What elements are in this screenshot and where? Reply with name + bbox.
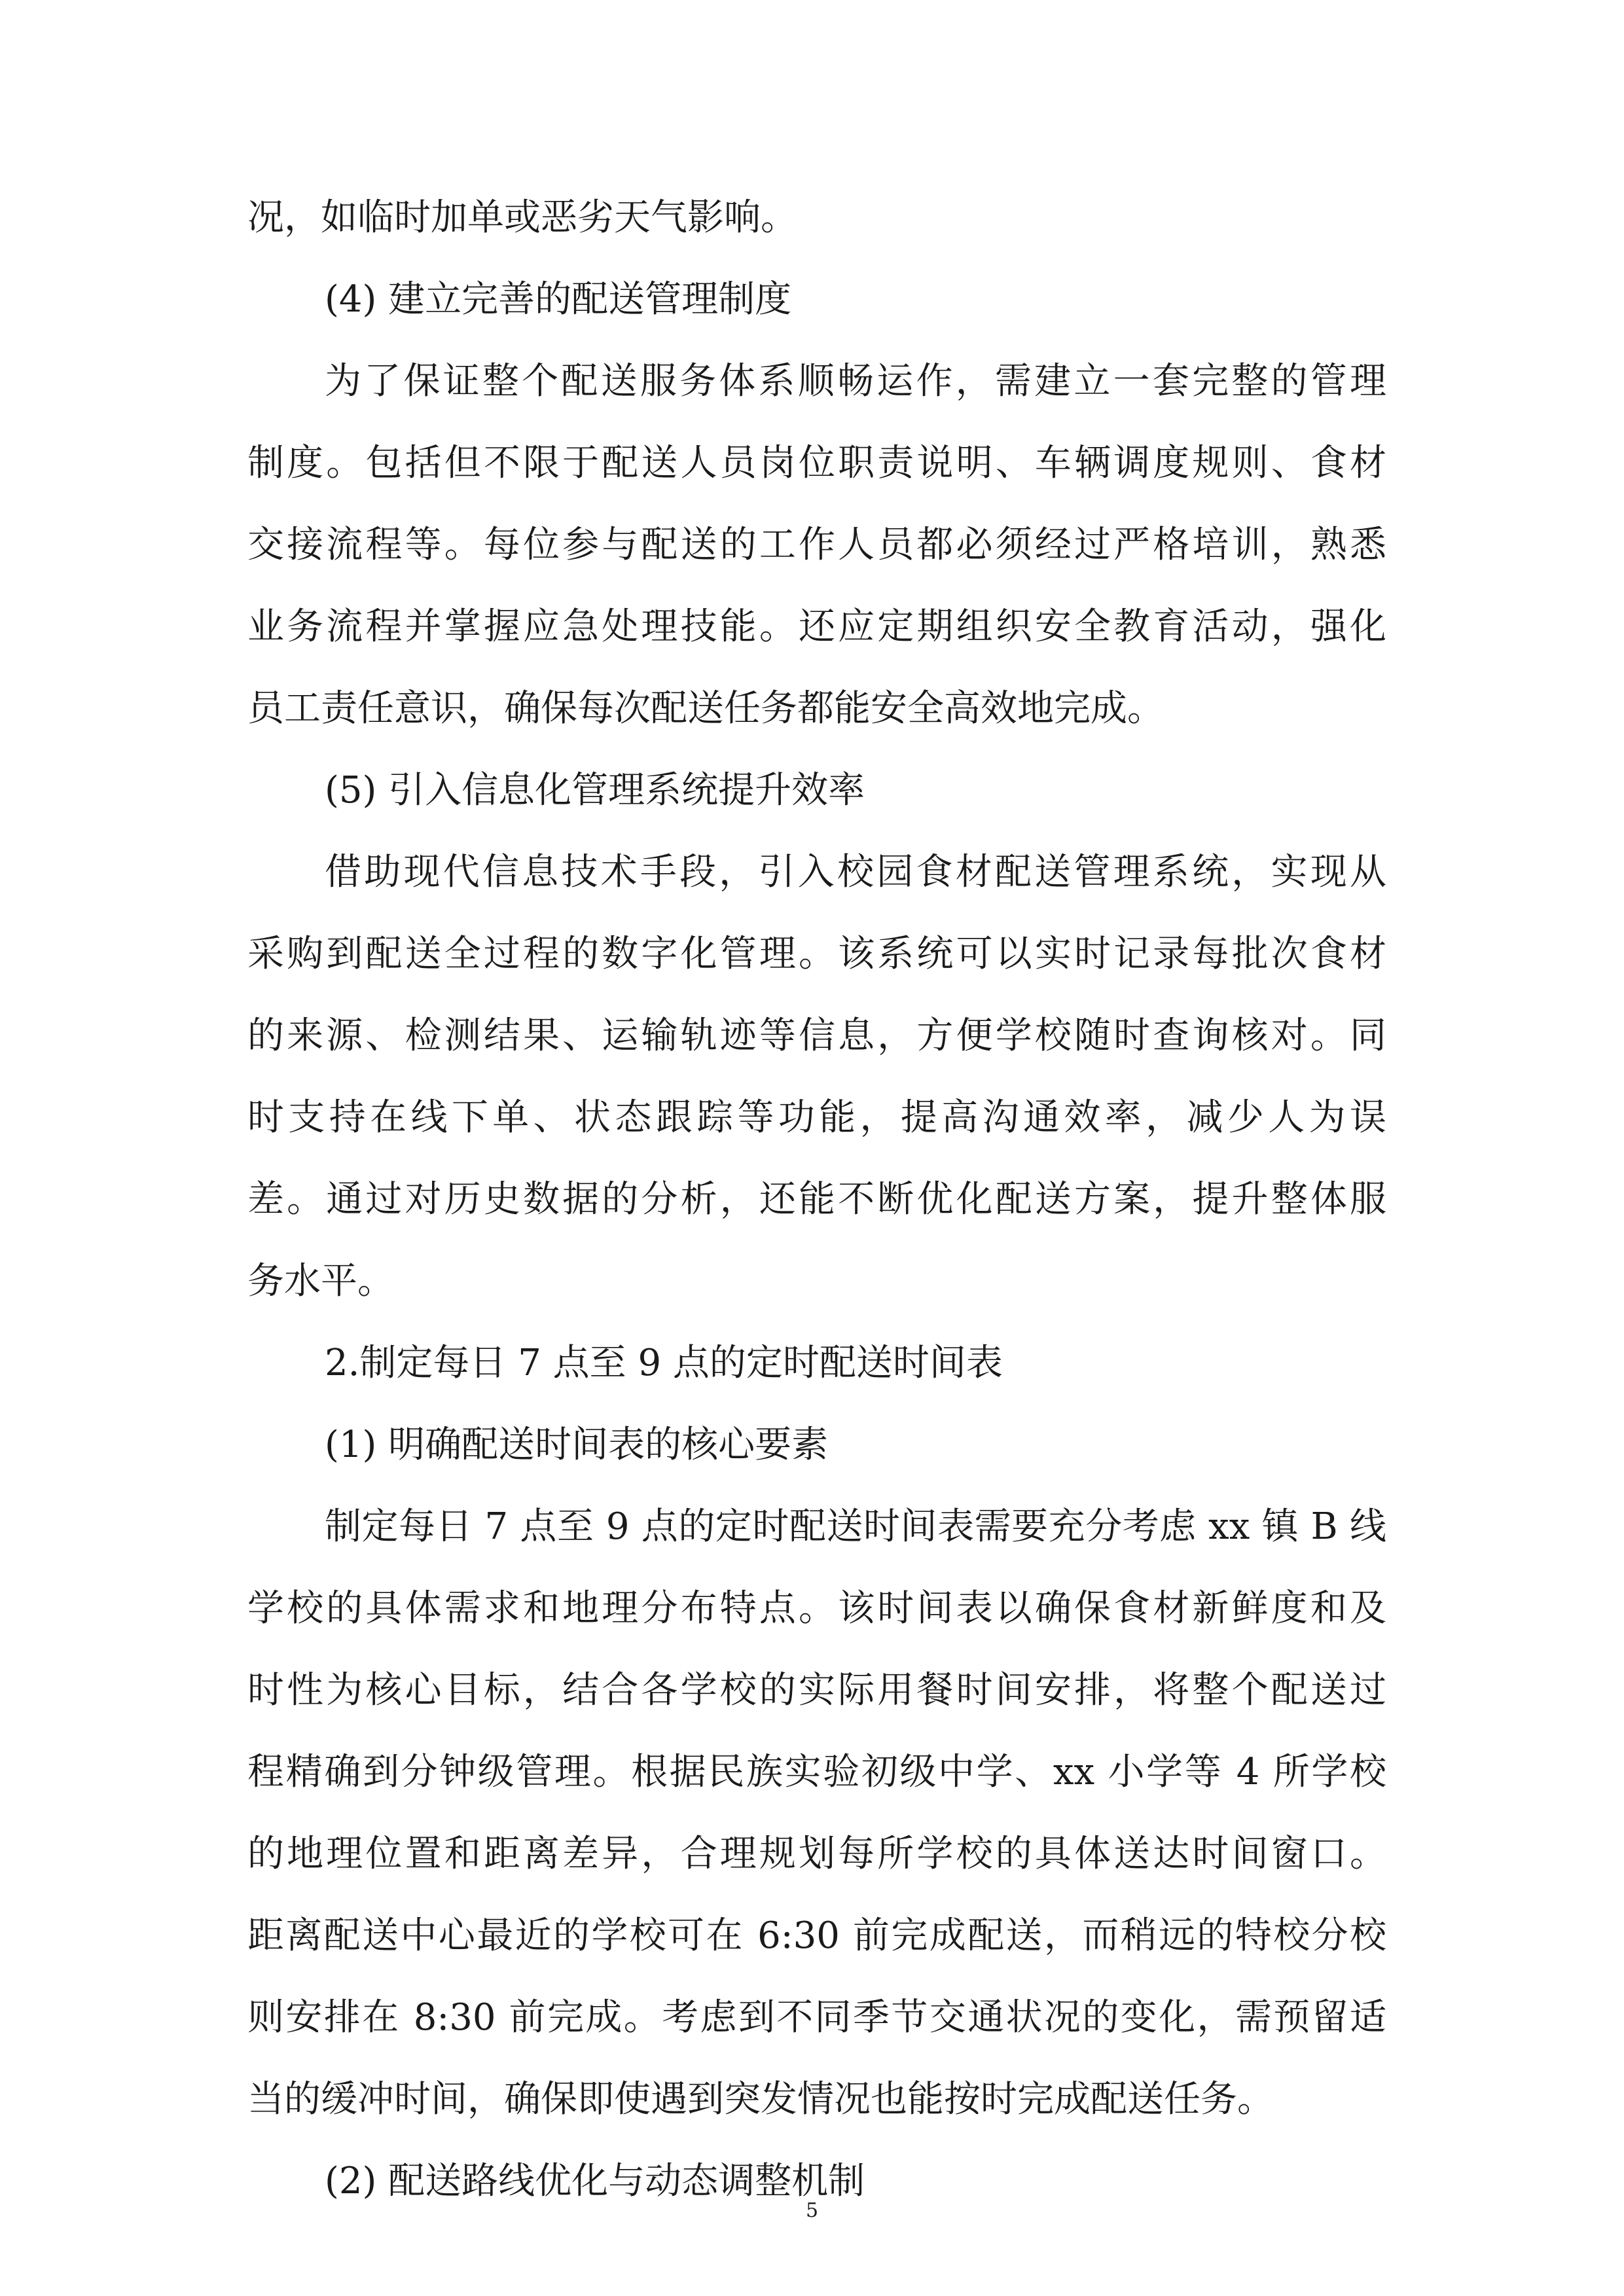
section-heading: (4) 建立完善的配送管理制度	[325, 278, 792, 321]
paragraph-line: 程精确到分钟级管理。根据民族实验初级中学、xx 小学等 4 所学校	[247, 1751, 1386, 1793]
paragraph-line: 交接流程等。每位参与配送的工作人员都必须经过严格培训，熟悉	[247, 524, 1386, 566]
paragraph-line: 员工责任意识，确保每次配送任务都能安全高效地完成。	[247, 687, 1164, 730]
section-heading: (1) 明确配送时间表的核心要素	[325, 1424, 829, 1466]
section-heading: (5) 引入信息化管理系统提升效率	[325, 769, 865, 812]
paragraph-line: 当的缓冲时间，确保即使遇到突发情况也能按时完成配送任务。	[247, 2078, 1274, 2121]
paragraph-line: 学校的具体需求和地理分布特点。该时间表以确保食材新鲜度和及	[247, 1587, 1386, 1630]
paragraph-line: 为了保证整个配送服务体系顺畅运作，需建立一套完整的管理	[325, 360, 1386, 403]
section-heading: 2.制定每日 7 点至 9 点的定时配送时间表	[325, 1342, 1003, 1384]
paragraph-line: 借助现代信息技术手段，引入校园食材配送管理系统，实现从	[325, 851, 1386, 893]
paragraph-line: 采购到配送全过程的数字化管理。该系统可以实时记录每批次食材	[247, 933, 1386, 975]
section-heading: (2) 配送路线优化与动态调整机制	[325, 2160, 865, 2202]
document-body	[247, 177, 1386, 2222]
paragraph-line: 况，如临时加单或恶劣天气影响。	[247, 196, 797, 239]
paragraph-line: 的来源、检测结果、运输轨迹等信息，方便学校随时查询核对。同	[247, 1014, 1386, 1057]
page-number: 5	[805, 2199, 819, 2222]
paragraph-line: 则安排在 8:30 前完成。考虑到不同季节交通状况的变化，需预留适	[247, 1996, 1386, 2039]
paragraph-line: 的地理位置和距离差异，合理规划每所学校的具体送达时间窗口。	[247, 1833, 1386, 1875]
paragraph-line: 距离配送中心最近的学校可在 6:30 前完成配送，而稍远的特校分校	[247, 1914, 1386, 1957]
paragraph-line: 制度。包括但不限于配送人员岗位职责说明、车辆调度规则、食材	[247, 442, 1386, 484]
paragraph-line: 制定每日 7 点至 9 点的定时配送时间表需要充分考虑 xx 镇 B 线	[325, 1505, 1386, 1548]
paragraph-line: 差。通过对历史数据的分析，还能不断优化配送方案，提升整体服	[247, 1178, 1386, 1221]
paragraph-line: 时支持在线下单、状态跟踪等功能，提高沟通效率，减少人为误	[247, 1096, 1386, 1139]
paragraph-line: 时性为核心目标，结合各学校的实际用餐时间安排，将整个配送过	[247, 1669, 1386, 1712]
paragraph-line: 业务流程并掌握应急处理技能。还应定期组织安全教育活动，强化	[247, 605, 1386, 648]
paragraph-line: 务水平。	[247, 1260, 394, 1302]
